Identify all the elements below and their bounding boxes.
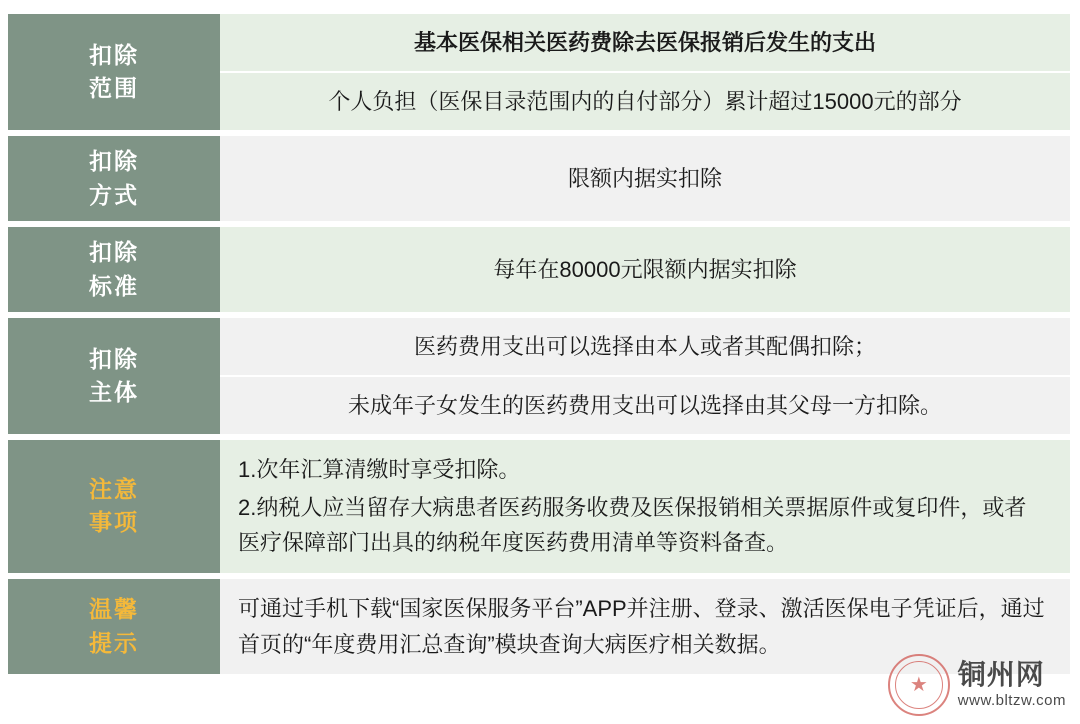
row-label-line2: 事项 — [89, 509, 139, 536]
row-label-deduction-scope — [8, 14, 220, 130]
row-label-line1: 温馨 — [89, 596, 139, 623]
star-glyph: ★ — [909, 674, 928, 696]
row-label-deduction-standard — [8, 227, 220, 312]
content-line: 医药费用支出可以选择由本人或者其配偶扣除； — [220, 318, 1070, 377]
row-label-deduction-subject — [8, 318, 220, 434]
table-row — [8, 14, 1070, 130]
watermark-url: www.bltzw.com — [957, 691, 1066, 709]
row-content-deduction-standard — [220, 227, 1070, 312]
deduction-info-table — [8, 8, 1070, 680]
row-label-line1: 扣除 — [89, 239, 139, 266]
row-label-line2: 提示 — [89, 629, 139, 656]
table-row — [8, 579, 1070, 674]
content-line: 可通过手机下载“国家医保服务平台”APP并注册、登录、激活医保电子凭证后，通过首页的“年度费用汇总查询”模块查询大病医疗相关数据。 — [238, 595, 1045, 657]
table-row — [8, 440, 1070, 573]
content-line: 1.次年汇算清缴时享受扣除。 — [238, 457, 521, 482]
table-row — [8, 227, 1070, 312]
content-line: 限额内据实扣除 — [567, 166, 722, 191]
row-label-line2: 范围 — [89, 75, 139, 101]
row-label-line1: 扣除 — [89, 345, 139, 372]
row-label-line2: 主体 — [89, 379, 139, 405]
content-line: 2.纳税人应当留存大病患者医药服务收费及医保报销相关票据原件或复印件，或者医疗保障部门出具的纳税年度医药费用清单等资料备查。 — [238, 494, 1027, 556]
row-content-deduction-subject — [220, 318, 1070, 434]
row-content-deduction-method — [220, 136, 1070, 221]
row-label-deduction-method — [8, 136, 220, 221]
row-label-notes — [8, 440, 220, 573]
row-label-line1: 注意 — [89, 476, 139, 503]
content-line: 每年在80000元限额内据实扣除 — [493, 257, 797, 282]
row-label-line1: 扣除 — [89, 41, 139, 68]
content-line: 基本医保相关医药费除去医保报销后发生的支出 — [220, 14, 1070, 73]
row-content-tips — [220, 579, 1070, 674]
watermark-title: 铜州网 — [957, 658, 1045, 690]
row-label-line2: 标准 — [89, 272, 139, 299]
row-label-tips — [8, 579, 220, 674]
table-row — [8, 136, 1070, 221]
content-line: 未成年子女发生的医药费用支出可以选择由其父母一方扣除。 — [347, 393, 942, 418]
content-line: 个人负担（医保目录范围内的自付部分）累计超过15000元的部分 — [328, 89, 962, 114]
row-content-notes — [220, 440, 1070, 573]
row-label-line1: 扣除 — [89, 148, 139, 175]
table-row — [8, 318, 1070, 434]
row-content-deduction-scope — [220, 14, 1070, 130]
row-label-line2: 方式 — [89, 181, 139, 208]
